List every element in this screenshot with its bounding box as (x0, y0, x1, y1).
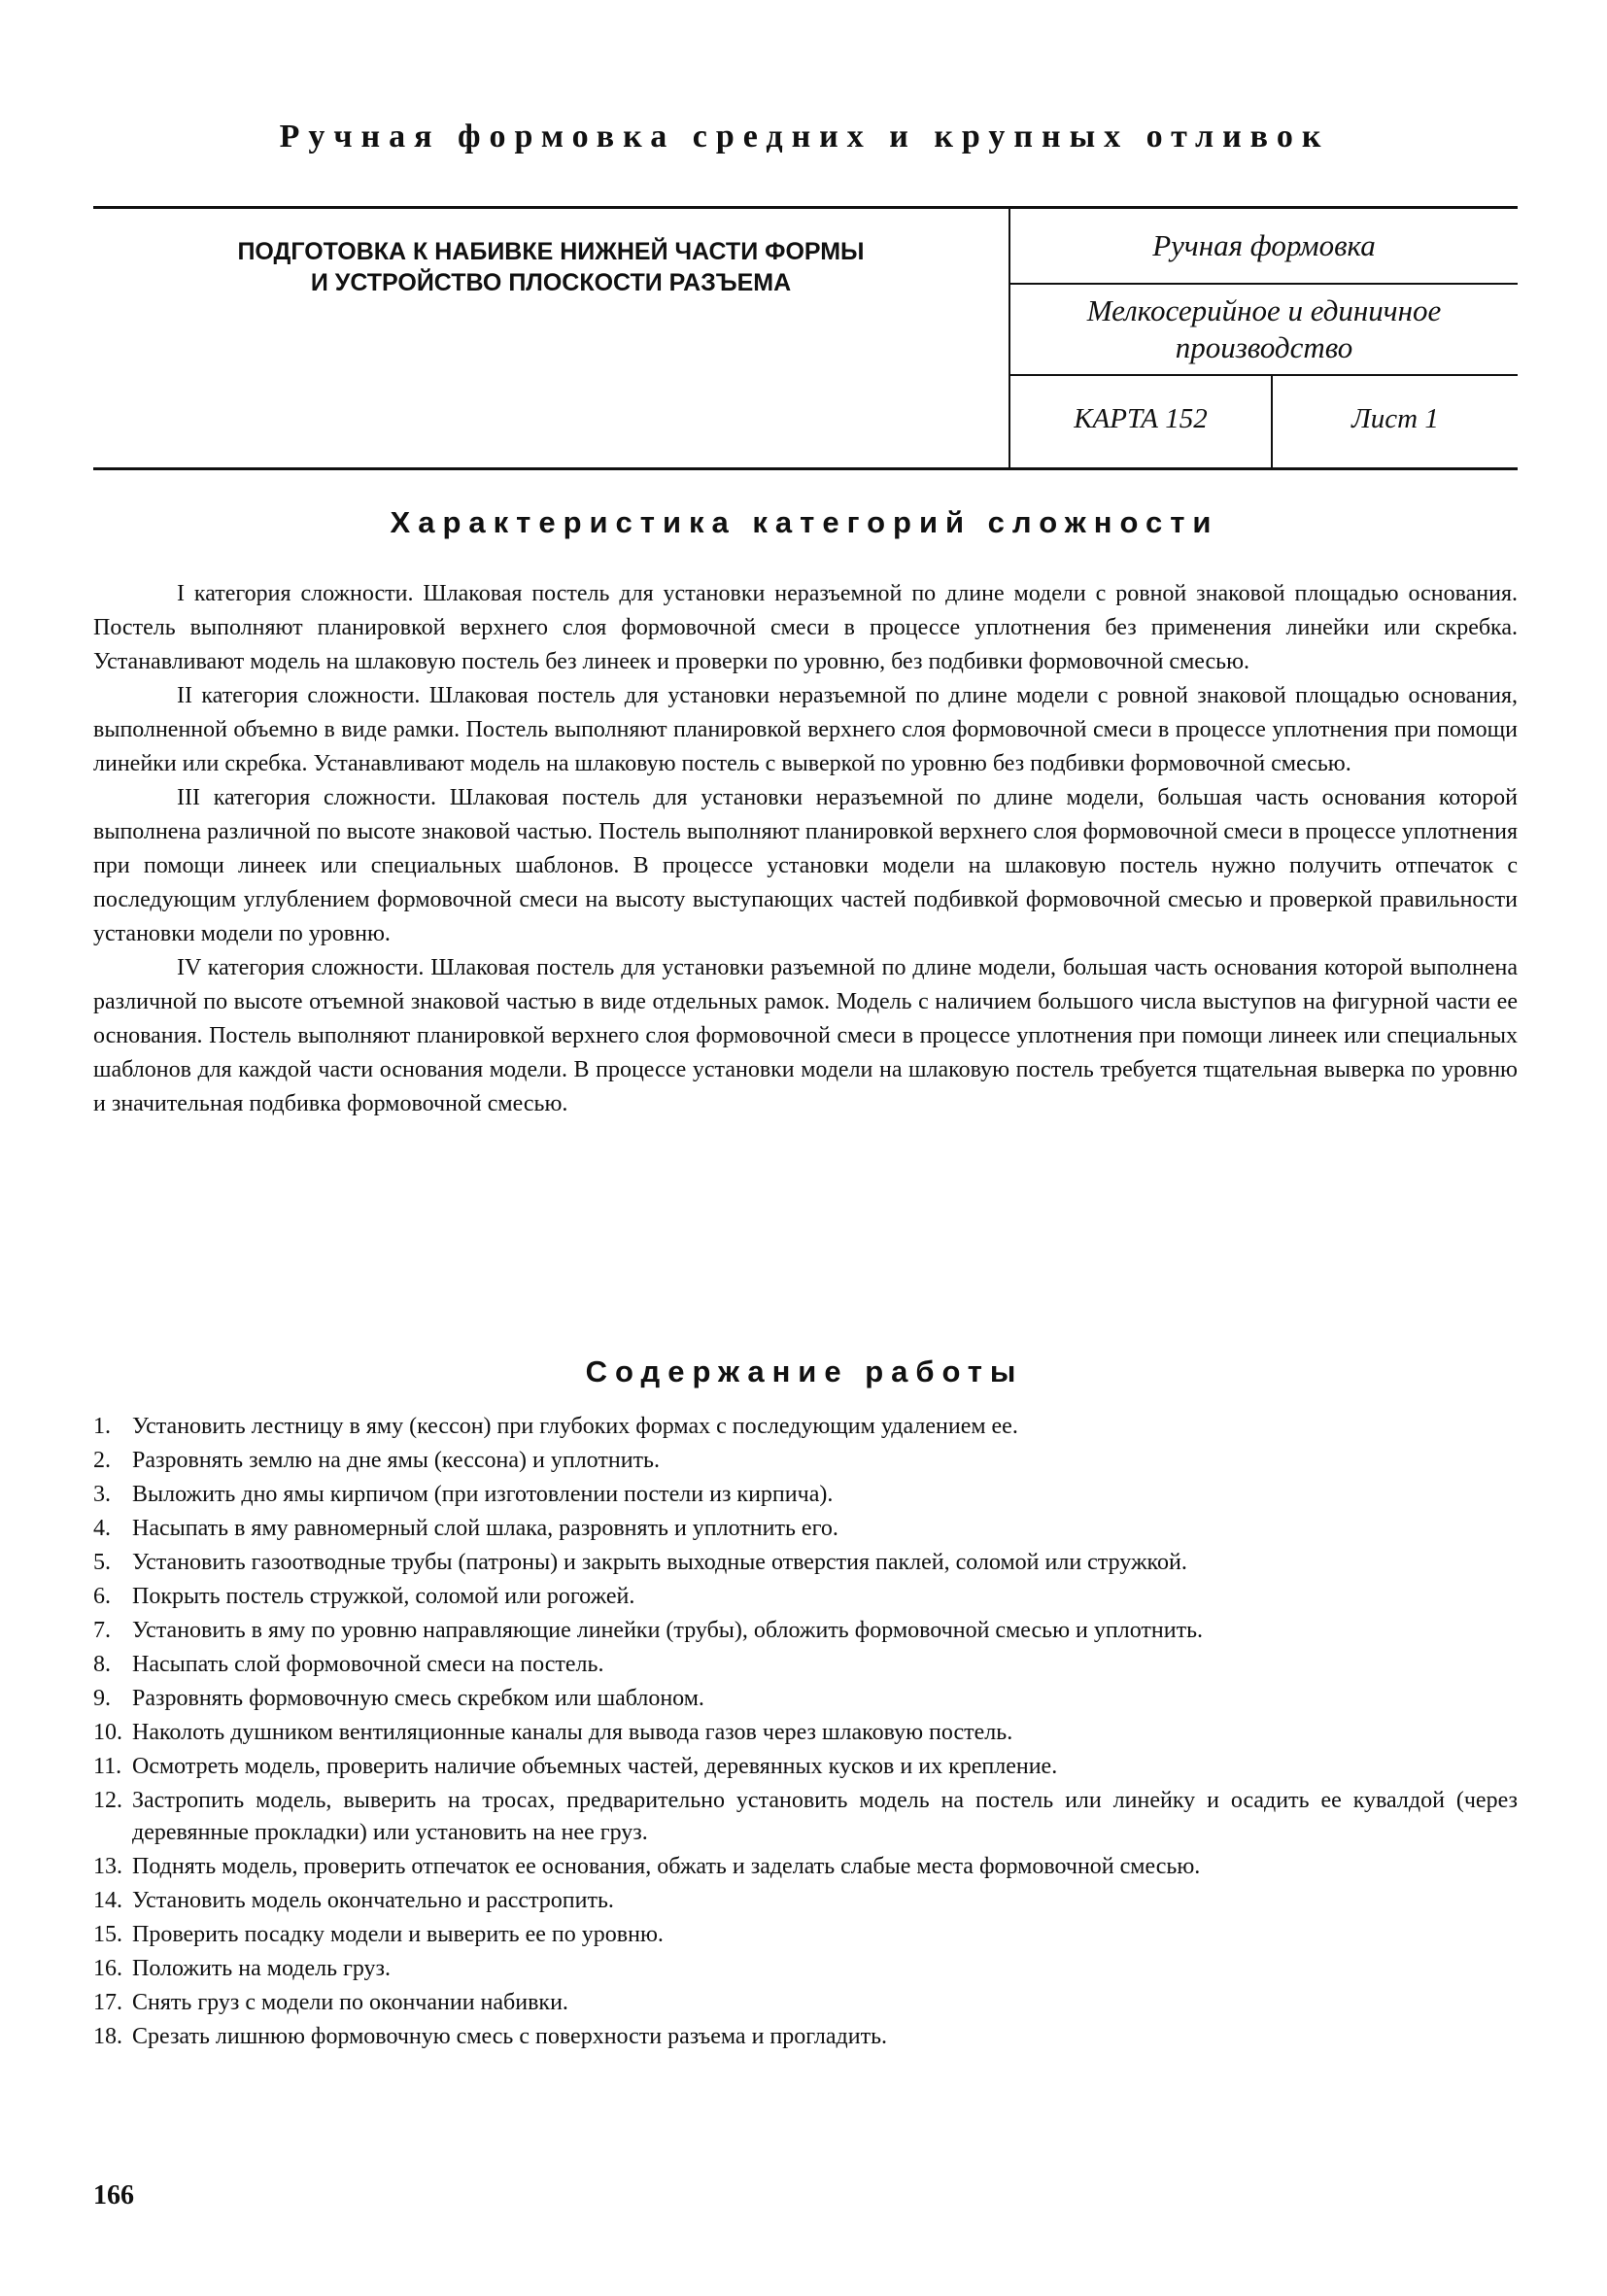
method-cell: Ручная формовка (1152, 228, 1376, 262)
work-section-title: Содержание работы (585, 1354, 1024, 1388)
list-item (93, 1953, 1518, 1985)
category-paragraph: IV категория сложности. Шлаковая постель для установки разъемной по длине модели, большая часть основания которой выполнена различной по высоте отъемной знаковой частью в виде отдельных рамок. Модель с наличием большого числа выступов на фигурной части ее основания. Постель выполняют планировкой верхнего слоя формовочной смеси в процессе уплотнения при помощи линеек или специальных шаблонов для каждой части основания модели. В процессе установки модели на шлаковую постель требуется тщательная выверка по уровню и значительная подбивка формовочной смесью. (93, 955, 1518, 1116)
step-text: Осмотреть модель, проверить наличие объемных частей, деревянных кусков и их крепление. (132, 1754, 1058, 1779)
card-header-table (93, 206, 1518, 470)
step-number: 4. (93, 1516, 111, 1541)
step-text: Установить лестницу в яму (кессон) при глубоких формах с последующим удалением ее. (132, 1414, 1018, 1439)
divider-line (1010, 283, 1518, 285)
category-paragraph: II категория сложности. Шлаковая постель для установки неразъемной по длине модели с ровной знаковой площадью основания, выполненной объемно в виде рамки. Постель выполняют планировкой верхнего слоя формовочной смеси в процессе уплотнения при помощи линейки или скребка. Устанавливают модель на шлаковую постель с выверкой по уровню без подбивки формовочной смесью. (93, 683, 1518, 776)
step-number: 6. (93, 1584, 111, 1609)
category-paragraph: I категория сложности. Шлаковая постель для установки неразъемной по длине модели с ровной знаковой площадью основания. Постель выполняют планировкой верхнего слоя формовочной смеси в процессе уплотнения без применения линейки или скребка. Устанавливают модель на шлаковую постель без линеек и проверки по уровню, без подбивки формовочной смесью. (93, 581, 1518, 674)
step-number: 16. (93, 1956, 122, 1981)
step-number: 17. (93, 1990, 122, 2015)
list-item (93, 1479, 1518, 1511)
step-number: 9. (93, 1686, 111, 1711)
step-number: 11. (93, 1754, 122, 1779)
step-number: 14. (93, 1888, 122, 1913)
list-item (93, 1919, 1518, 1951)
list-item (93, 1411, 1518, 1443)
card-title-cell (93, 209, 1010, 467)
divider-line (1010, 374, 1518, 376)
list-item (93, 1581, 1518, 1613)
step-text: Установить газоотводные трубы (патроны) и закрыть выходные отверстия паклей, соломой или стружкой. (132, 1550, 1187, 1575)
card-info-cells (1010, 209, 1518, 467)
step-text: Срезать лишнюю формовочную смесь с поверхности разъема и прогладить. (132, 2024, 888, 2049)
categories-paragraphs (93, 577, 1518, 1121)
list-item (93, 1445, 1518, 1477)
step-number: 18. (93, 2024, 122, 2049)
list-item (93, 1987, 1518, 2019)
production-type-line-2: производство (1175, 330, 1353, 364)
step-number: 10. (93, 1720, 122, 1745)
step-text: Установить в яму по уровню направляющие линейки (трубы), обложить формовочной смесью и уплотнить. (132, 1618, 1204, 1643)
step-text: Выложить дно ямы кирпичом (при изготовлении постели из кирпича). (132, 1482, 834, 1507)
card-title-line-2: И УСТРОЙСТВО ПЛОСКОСТИ РАЗЪЕМА (310, 269, 792, 296)
step-text: Покрыть постель стружкой, соломой или рогожей. (132, 1584, 635, 1609)
step-text: Снять груз с модели по окончании набивки. (132, 1990, 568, 2015)
step-text: Застропить модель, выверить на тросах, предварительно установить модель на постель или линейку и осадить ее кувалдой (через деревянные прокладки) или установить на нее груз. (132, 1788, 1518, 1845)
step-text: Разровнять землю на дне ямы (кессона) и уплотнить. (132, 1448, 660, 1473)
production-type-line-1: Мелкосерийное и единичное (1086, 293, 1442, 327)
step-text: Насыпать в яму равномерный слой шлака, разровнять и уплотнить его. (132, 1516, 838, 1541)
step-text: Поднять модель, проверить отпечаток ее основания, обжать и заделать слабые места формовочной смесью. (132, 1854, 1201, 1879)
step-number: 7. (93, 1618, 111, 1643)
production-type-cell (1010, 292, 1518, 366)
list-item (93, 1615, 1518, 1647)
step-text: Положить на модель груз. (132, 1956, 392, 1981)
page-number: 166 (93, 2180, 134, 2210)
running-header: Ручная формовка средних и крупных отливок (279, 119, 1330, 154)
categories-section-title: Характеристика категорий сложности (390, 505, 1219, 539)
step-text: Установить модель окончательно и расстропить. (132, 1888, 614, 1913)
list-item (93, 1851, 1518, 1883)
list-item (93, 1683, 1518, 1715)
list-item (93, 2021, 1518, 2053)
step-number: 2. (93, 1448, 111, 1473)
step-text: Разровнять формовочную смесь скребком или шаблоном. (132, 1686, 704, 1711)
card-title (93, 236, 1009, 298)
list-item (93, 1513, 1518, 1545)
step-number: 3. (93, 1482, 111, 1507)
list-item (93, 1751, 1518, 1783)
step-number: 13. (93, 1854, 122, 1879)
step-text: Наколоть душником вентиляционные каналы для вывода газов через шлаковую постель. (132, 1720, 1013, 1745)
list-item (93, 1885, 1518, 1917)
step-number: 8. (93, 1652, 111, 1677)
step-number: 15. (93, 1922, 122, 1947)
list-item (93, 1547, 1518, 1579)
step-number: 5. (93, 1550, 111, 1575)
work-steps-list (93, 1411, 1518, 2055)
list-item (93, 1717, 1518, 1749)
card-number-cell: КАРТА 152 (1074, 403, 1208, 434)
card-title-line-1: ПОДГОТОВКА К НАБИВКЕ НИЖНЕЙ ЧАСТИ ФОРМЫ (237, 238, 865, 265)
step-number: 1. (93, 1414, 111, 1439)
category-paragraph: III категория сложности. Шлаковая постель для установки неразъемной по длине модели, большая часть основания которой выполнена различной по высоте знаковой частью. Постель выполняют планировкой верхнего слоя формовочной смеси в процессе уплотнения при помощи линеек или специальных шаблонов. В процессе установки модели на шлаковую постель нужно получить отпечаток с последующим углублением формовочной смеси на высоту выступающих частей подбивкой формовочной смесью и проверкой правильности установки модели по уровню. (93, 785, 1518, 946)
step-number: 12. (93, 1788, 122, 1813)
step-text: Насыпать слой формовочной смеси на постель. (132, 1652, 604, 1677)
step-text: Проверить посадку модели и выверить ее по уровню. (132, 1922, 664, 1947)
sheet-number-cell: Лист 1 (1351, 403, 1439, 434)
list-item (93, 1649, 1518, 1681)
list-item (93, 1785, 1518, 1849)
